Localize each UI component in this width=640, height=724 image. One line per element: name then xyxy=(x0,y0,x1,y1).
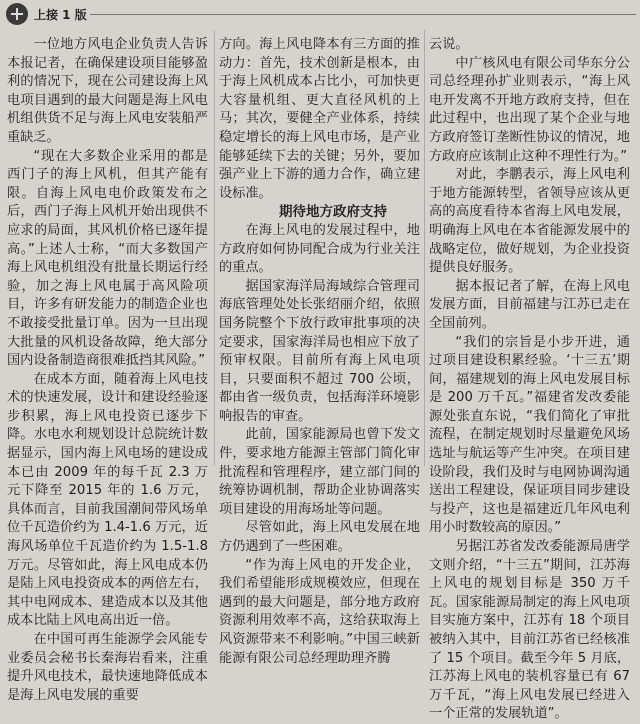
paragraph: 此前，国家能源局也曾下发文件，要求地方能源主管部门简化审批流程和管理程序，建立部门间的统筹协调机制，帮助企业协调落实项目建设的用海场址等问题。 xyxy=(219,427,420,517)
paragraph: 中广核风电有限公司华东分公司总经理孙扩业则表示，“海上风电开发离不开地方政府支持，但在此过程中，也出现了某个企业与地方政府签订垄断性协议的情况，地方政府应该制止这种不理性行为。” xyxy=(429,55,630,164)
header-rule xyxy=(90,14,636,15)
paragraph: “作为海上风电的开发企业，我们希望能形成规模效应，但现在遇到的最大问题是，部分地方政府资源利用效率不高，这给获取海上风资源带来不利影响。”中国三峡新能源有限公司总经理助理齐腾 xyxy=(219,557,420,666)
paragraph: 在成本方面，随着海上风电技术的快速发展，设计和建设经验逐步积累，海上风电投资已逐步下降。水电水利规划设计总院统计数据显示，国内海上风电场的建设成本已由 2009 年的每千瓦 2.3 万元下降至 2015 年的 1.6 万元，具体而言，目前我国潮间带风场单位千瓦造价约为 1.4-1.6 万元，近海风场单位千瓦造价约为 1.5-1.8 万元。尽管如此，海上风电成本仍是陆上风电投资成本的两倍左右，其中电网成本、建造成本以及其他成本比陆上风电高出近一倍。 xyxy=(7,371,208,629)
paragraph: 对此，李鹏表示，海上风电利于地方能源转型，省领导应该从更高的高度看待本省海上风电发展，明确海上风电在本省能源发展中的战略定位，做好规划，为企业投资提供良好服务。 xyxy=(429,167,630,276)
paragraph: 在海上风电的发展过程中，地方政府如何协同配合成为行业关注的重点。 xyxy=(219,222,420,276)
page-header xyxy=(4,2,636,26)
paragraph: “现在大多数企业采用的都是西门子的海上风机，但其产能有限。自海上风电电价政策发布之后，西门子海上风机开始出现供不应求的局面，其风机价格已逐年提高。”上述人士称，“而大多数国产海上风电机组没有批量长期运行经验，加之海上风电属于高风险项目，许多有研发能力的制造企业也不敢接受批量订单。因为一旦出现大批量的风机设备故障，绝大部分国内设备制造商很难抵挡其风险。” xyxy=(7,148,208,369)
column-divider xyxy=(424,30,425,466)
paragraph: 在中国可再生能源学会风能专业委员会秘书长秦海岩看来，注重提升风电技术，最快速地降低成本是海上风电发展的重要 xyxy=(7,632,208,703)
paragraph-continued: 方向。海上风电降本有三方面的推动力：首先，技术创新是根本，由于海上风机成本占比小，可加快更大容量机组、更大直径风机的上马；其次，要健全产业体系，持续稳定增长的海上风电市场，是产业能够延续下去的关键；另外，要加强产业上下游的通力合作，确立建设标准。 xyxy=(219,37,420,201)
column-divider xyxy=(214,30,215,466)
article-column-1 xyxy=(7,36,208,705)
section-logo-icon xyxy=(6,3,28,25)
continued-from-label: 上接 1 版 xyxy=(34,8,87,22)
paragraph: 另据江苏省发改委能源局唐学文则介绍，“十三五”期间，江苏海上风电的规划目标是 350 万千瓦。国家能源局制定的海上风电项目实施方案中，江苏有 18 个项目被纳入其中，目前江苏省已经核准了 15 个项目。截至今年 5 月底，江苏海上风电的装机容量已有 67 万千瓦，“海上风电发展已经进入一个正常的发展轨道”。 xyxy=(429,539,630,722)
section-subheading: 期待地方政府支持 xyxy=(279,204,387,221)
paragraph: “我们的宗旨是小步开进，通过项目建设积累经验。‘十三五’期间，福建规划的海上风电发展目标是 200 万千瓦。”福建省发改委能源处张直东说，“我们简化了审批流程，在制定规划时尽量避免风场选址与航运等产生冲突。在项目建设阶段，我们及时与电网协调沟通送出工程建设，保证项目同步建设与投产，这也是福建近几年风电利用小时数较高的原因。” xyxy=(429,334,630,536)
article-column-2 xyxy=(219,36,420,668)
paragraph: 据本报记者了解，在海上风电发展方面，目前福建与江苏已走在全国前列。 xyxy=(429,278,630,331)
paragraph: 据国家海洋局海域综合管理司海底管理处处长张绍丽介绍，依照国务院整个下放行政审批事项的决定要求，国家海洋局也相应下放了预审权限。目前所有海上风电项目，只要面积不超过 700 公顷，都由省一级负责，包括海洋环境影响报告的审查。 xyxy=(219,278,420,424)
paragraph: 尽管如此，海上风电发展在地方仍遇到了一些困难。 xyxy=(219,520,420,555)
article-column-3 xyxy=(429,36,630,724)
paragraph-continued: 云说。 xyxy=(429,37,469,52)
paragraph: 一位地方风电企业负责人告诉本报记者，在确保建设项目能够盈利的情况下，现在公司建设海上风电项目遇到的最大问题是海上风电机组供货不足与海上风电安装船严重缺乏。 xyxy=(7,37,208,145)
